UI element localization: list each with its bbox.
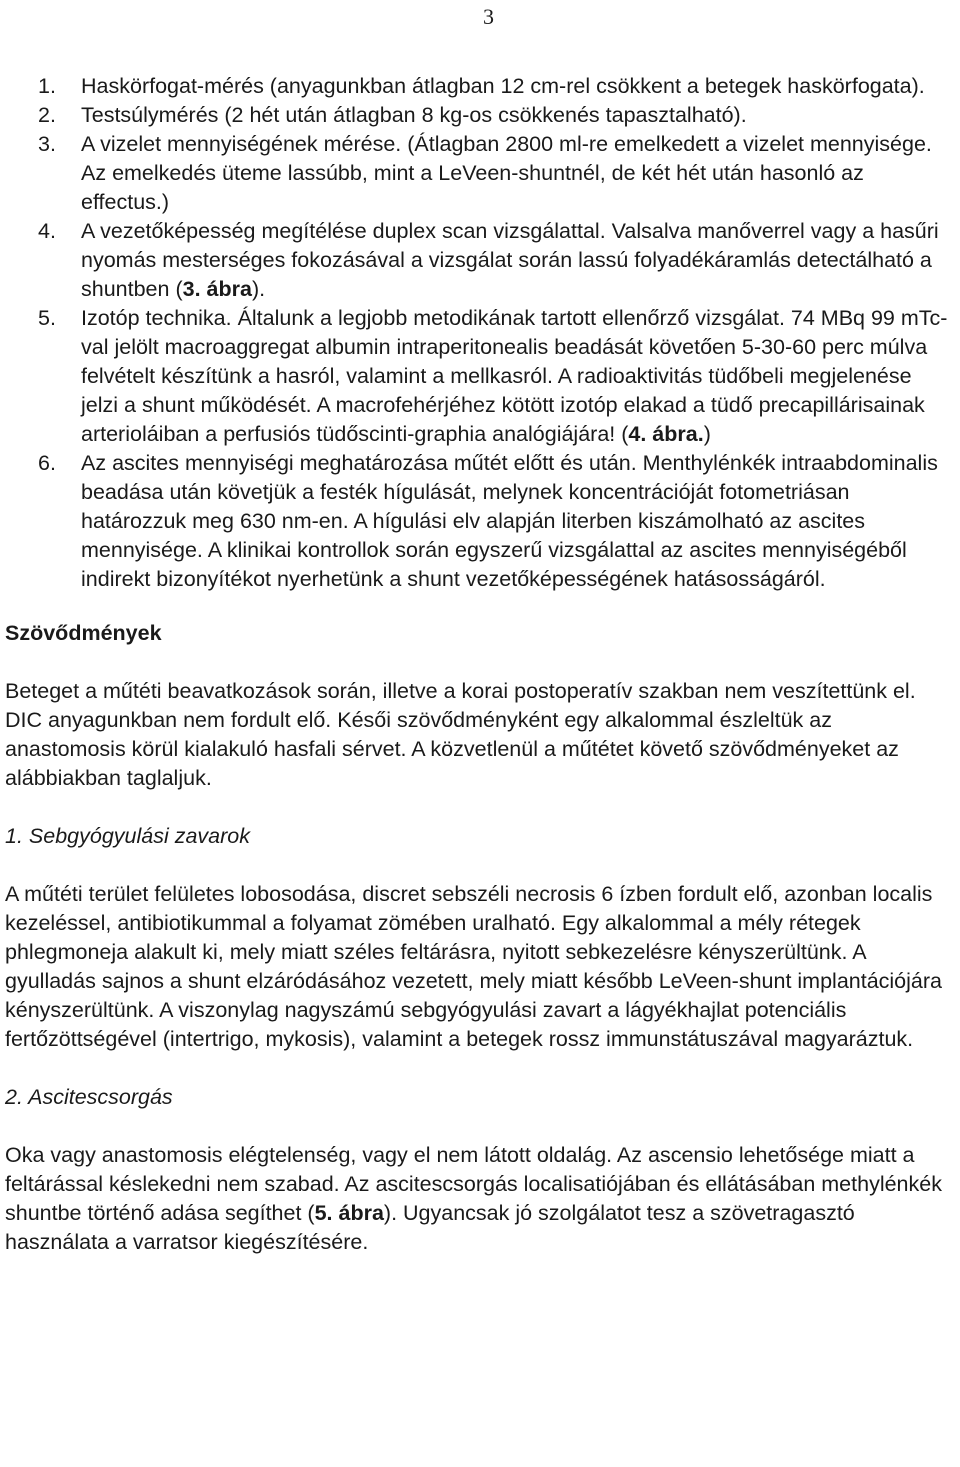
list-item-text: A vezetőképesség megítélése duplex scan vizsgálattal. Valsalva manőverrel vagy a hasűri nyomás mesterséges fokozásával a vizsgálat során lassú folyadékáramlás detectálható a shuntben ( [81,219,939,301]
section-heading-complications: Szövődmények [5,621,162,645]
list-item-number: 4. [38,219,56,243]
list-item [5,217,950,304]
document-body [5,72,950,1257]
list-item-text: ) [703,422,711,446]
paragraph-text: ). Ugyancsak jó szolgálatot tesz a szövetragasztó használata a varratsor kiegészítésére. [5,1201,855,1254]
list-item-text: Az ascites mennyiségi meghatározása műtét előtt és után. Menthylénkék intraabdominalis beadása után követjük a festék hígulását, melynek koncentrációját fotometriásan határozzuk meg 630 nm-en. A hígulási elv alapján literben kiszámolható az ascites mennyisége. A klinikai kontrollok során egyszerű vizsgálattal az ascites mennyiségéből indirekt bizonyítékot nyerhetünk a shunt vezetőképességének hatásosságáról. [81,451,938,591]
ascites-leak-paragraph [5,1141,950,1257]
list-item-number: 3. [38,132,56,156]
figure-reference: 5. ábra [314,1201,384,1225]
list-item-text: Izotóp technika. Általunk a legjobb metodikának tartott ellenőrző vizsgálat. 74 MBq 99 mTc-val jelölt macroaggregat albumin intraperitonealis beadását követően 5-30-60 perc múlva felvételt készítünk a hasról, valamint a mellkasról. A radioaktivitás tüdőbeli megjelenése jelzi a shunt működését. A macrofehérjéhez kötött izotóp elakad a tüdő precapillárisainak arterioláiban a perfusiós tüdőscinti-graphia analógiájára! ( [81,306,948,446]
list-item [5,72,950,101]
monitoring-methods-list [5,72,950,594]
list-item [5,449,950,594]
figure-reference: 3. ábra [182,277,252,301]
list-item-text: Haskörfogat-mérés (anyagunkban átlagban 12 cm-rel csökkent a betegek haskörfogata). [81,74,925,98]
list-item-text: A vizelet mennyiségének mérése. (Átlagban 2800 ml-re emelkedett a vizelet mennyisége. Az emelkedés üteme lassúbb, mint a LeVeen-shuntnél, de két hét után hasonló az effectus.) [81,132,932,214]
list-item-number: 2. [38,103,56,127]
page-number: 3 [483,4,494,29]
wound-healing-paragraph: A műtéti terület felületes lobosodása, discret sebszéli necrosis 6 ízben fordult elő, azonban localis kezeléssel, antibiotikummal a folyamat zömében uralható. Egy alkalommal a mély rétegek phlegmoneja alakult ki, mely miatt széles feltárásra, nyitott sebkezelésre kényszerültünk. A gyulladás sajnos a shunt elzáródásához vezetett, mely miatt később LeVeen-shunt implantációjára kényszerültünk. A viszonylag nagyszámú sebgyógyulási zavart a lágyékhajlat potenciális fertőzöttségével (intertrigo, mykosis), valamint a betegek rossz immunstátuszával magyaráztuk. [5,882,942,1051]
subheading-ascites-leak: 2. Ascitescsorgás [5,1085,173,1109]
paragraph-text: Oka vagy anastomosis elégtelenség, vagy el nem látott oldalág. Az ascensio lehetősége miatt a feltárással késlekedni nem szabad. Az ascitescsorgás localisatiójában és ellátásában methylénkék shuntbe történő adása segíthet ( [5,1143,942,1225]
list-item-text: Testsúlymérés (2 hét után átlagban 8 kg-os csökkenés tapasztalható). [81,103,747,127]
list-item [5,101,950,130]
list-item-text: ). [251,277,266,301]
complications-paragraph: Beteget a műtéti beavatkozások során, illetve a korai postoperatív szakban nem veszítettünk el. DIC anyagunkban nem fordult elő. Késői szövődményként egy alkalommal észleltük az anastomosis körül kialakuló hasfali sérvet. A közvetlenül a műtétet követő szövődményeket az alábbiakban taglaljuk. [5,679,916,790]
subheading-wound-healing: 1. Sebgyógyulási zavarok [5,824,251,848]
list-item-number: 6. [38,451,56,475]
list-item-number: 5. [38,306,56,330]
figure-reference: 4. ábra. [628,422,704,446]
list-item-number: 1. [38,74,56,98]
list-item [5,304,950,449]
list-item [5,130,950,217]
